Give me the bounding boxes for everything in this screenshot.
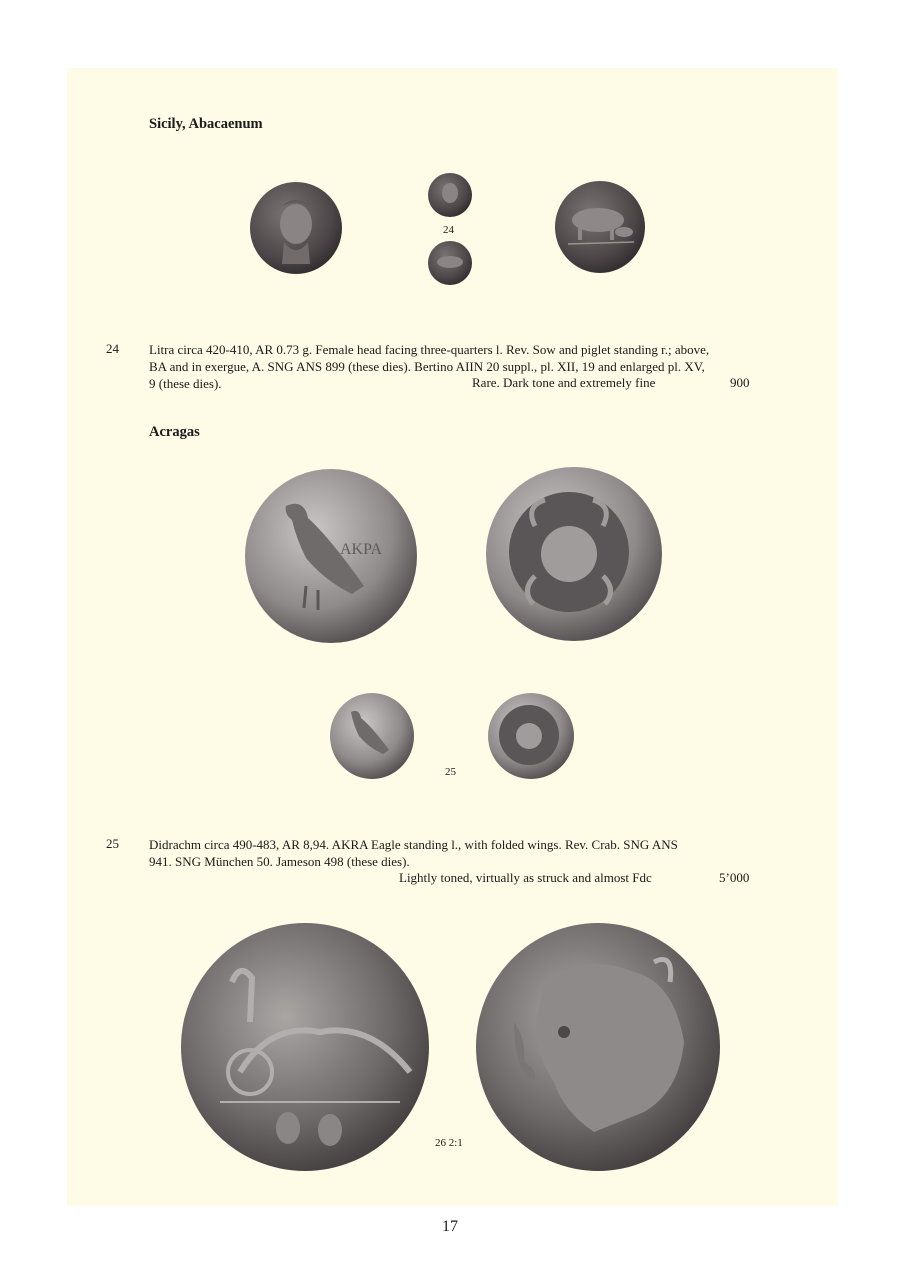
- coin-25-obverse-enlarged: [244, 468, 418, 644]
- coin-24-reverse-enlarged: [554, 180, 646, 274]
- coin-25-reverse: [487, 692, 575, 780]
- coin-25-obverse: [329, 692, 415, 780]
- section-heading-abacaenum: Sicily, Abacaenum: [149, 116, 263, 132]
- lot-number-25: 25: [106, 836, 119, 851]
- lot-number-24: 24: [106, 341, 119, 356]
- lot-24-line-1: Litra circa 420-410, AR 0.73 g. Female head facing three-quarters l. Rev. Sow and piglet standing r.; above,: [149, 342, 710, 357]
- coin-24-obverse-enlarged: [248, 180, 344, 276]
- coin-24-reverse: [427, 240, 473, 286]
- lot-estimate-25: 5’000: [719, 870, 750, 885]
- lot-24-line-3: 9 (these dies).: [149, 376, 222, 391]
- lot-description-24: [149, 341, 751, 392]
- svg-text:ΑΚΡΑ: ΑΚΡΑ: [340, 541, 383, 558]
- section-heading-acragas: Acragas: [149, 424, 200, 440]
- lot-grade-24: Rare. Dark tone and extremely fine: [472, 375, 656, 390]
- plate-label-24: 24: [443, 224, 454, 236]
- coin-25-reverse-enlarged: [485, 466, 663, 642]
- lot-24-line-2: BA and in exergue, A. SNG ANS 899 (these dies). Bertino AIIN 20 suppl., pl. XII, 19 and enlarged pl. XV,: [149, 359, 705, 374]
- lot-25-line-1: Didrachm circa 490-483, AR 8,94. AKRA Eagle standing l., with folded wings. Rev. Crab. SNG ANS: [149, 837, 678, 852]
- lot-description-25: [149, 836, 751, 870]
- coin-24-obverse: [427, 172, 473, 218]
- coin-26-reverse-enlarged: [474, 922, 722, 1172]
- plate-label-26: 26 2:1: [435, 1137, 463, 1149]
- coin-26-obverse-enlarged: [180, 922, 430, 1172]
- page-number: 17: [442, 1218, 458, 1235]
- lot-grade-25: Lightly toned, virtually as struck and almost Fdc: [399, 870, 652, 885]
- lot-25-line-2: 941. SNG München 50. Jameson 498 (these dies).: [149, 854, 410, 869]
- lot-estimate-24: 900: [730, 375, 750, 390]
- plate-label-25: 25: [445, 766, 456, 778]
